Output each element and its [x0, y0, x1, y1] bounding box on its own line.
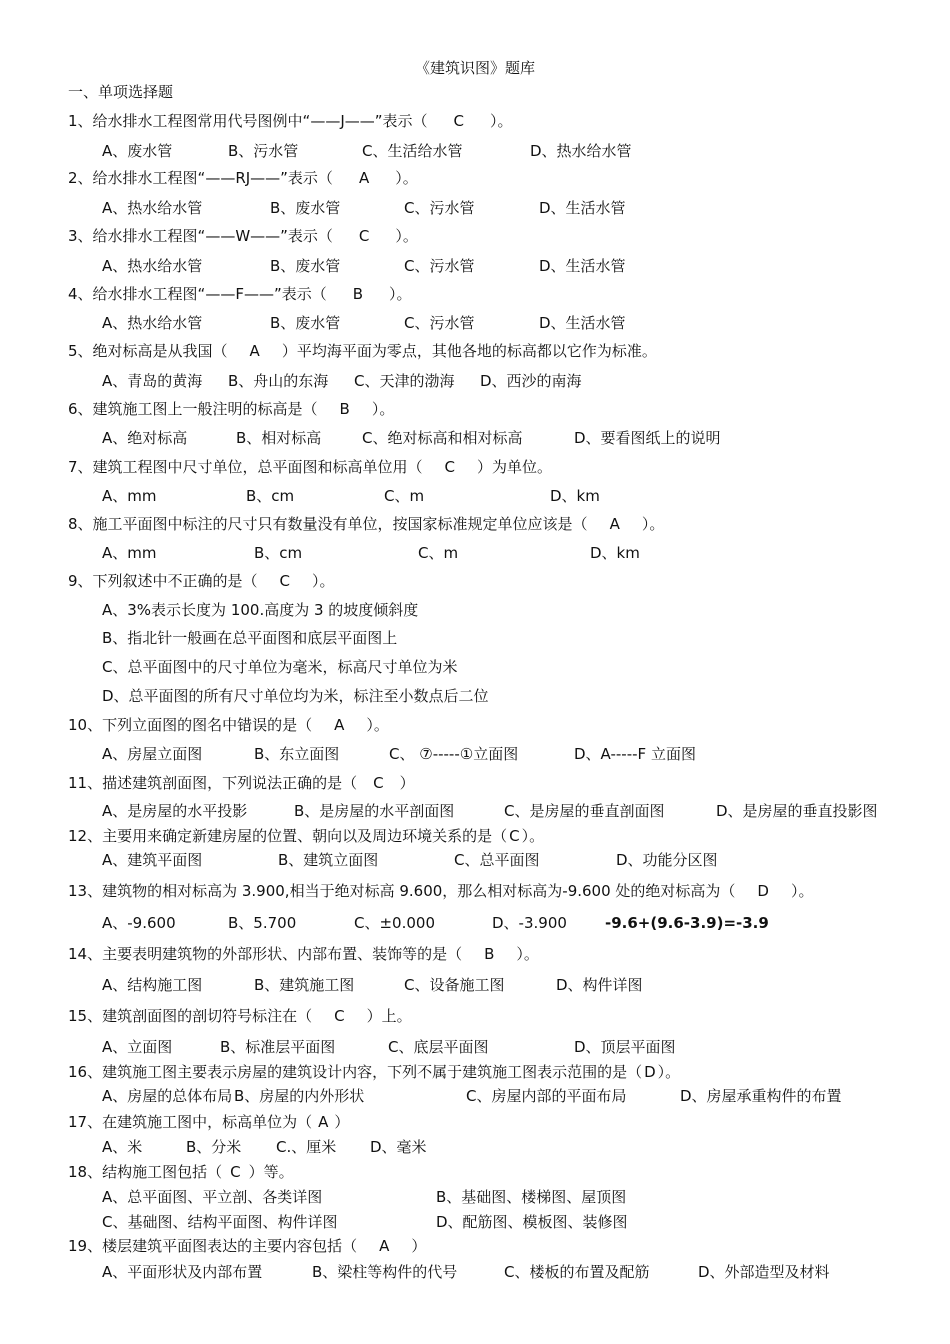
answer-letter: B	[339, 400, 350, 418]
answer-option: A、3%表示长度为 100.高度为 3 的坡度倾斜度	[102, 601, 419, 619]
question-text: 5、绝对标高是从我国（	[68, 342, 228, 360]
answer-option: A、绝对标高	[102, 429, 188, 447]
question-stem	[68, 341, 657, 361]
answer-option: D、房屋承重构件的布置	[680, 1087, 842, 1105]
question-tail: ）	[334, 1113, 350, 1131]
answer-option: D、顶层平面图	[574, 1038, 676, 1056]
question-stem	[68, 514, 664, 534]
answer-letter: C	[334, 1007, 345, 1025]
option-row	[102, 744, 932, 764]
answer-option: B、建筑立面图	[278, 851, 379, 869]
option-row	[102, 486, 932, 506]
option-row	[102, 686, 932, 706]
answer-option: C、底层平面图	[388, 1038, 489, 1056]
answer-note: -9.6+(9.6-3.9)=-3.9	[605, 914, 769, 932]
answer-option: B、5.700	[228, 914, 297, 932]
answer-option: A、建筑平面图	[102, 851, 203, 869]
option-row	[102, 1086, 932, 1106]
question-text: 19、楼层建筑平面图表达的主要内容包括（	[68, 1237, 358, 1255]
option-row	[102, 600, 932, 620]
option-row	[102, 657, 932, 677]
document-title: 《建筑识图》题库	[414, 59, 535, 77]
answer-option: A、废水管	[102, 142, 173, 160]
answer-option: C、污水管	[404, 314, 475, 332]
option-row	[102, 141, 932, 161]
answer-letter: C	[279, 572, 291, 590]
answer-option: B、污水管	[228, 142, 299, 160]
answer-letter: A	[358, 169, 370, 187]
question-tail: ）平均海平面为零点，其他各地的标高都以它作为标准。	[281, 342, 657, 360]
answer-option: B、废水管	[270, 199, 341, 217]
question-tail: ）为单位。	[477, 458, 553, 476]
question-text: 12、主要用来确定新建房屋的位置、朝向以及周边环境关系的是（	[68, 827, 508, 845]
answer-option: A、平面形状及内部布置	[102, 1263, 263, 1281]
answer-option: C、m	[384, 487, 425, 505]
answer-option: C、是房屋的垂直剖面图	[504, 802, 665, 820]
answer-option: D、毫米	[370, 1138, 427, 1156]
question-text: 6、建筑施工图上一般注明的标高是（	[68, 400, 318, 418]
answer-option: B、cm	[246, 487, 295, 505]
question-text: 17、在建筑施工图中，标高单位为（	[68, 1113, 313, 1131]
answer-option: B、废水管	[270, 314, 341, 332]
answer-letter: C	[230, 1163, 241, 1181]
answer-option: C、±0.000	[354, 914, 435, 932]
question-text: 8、施工平面图中标注的尺寸只有数量没有单位，按国家标准规定单位应该是（	[68, 515, 588, 533]
question-text: 1、给水排水工程图常用代号图例中“——J——”表示（	[68, 112, 428, 130]
answer-option: A、青岛的黄海	[102, 372, 203, 390]
option-row	[102, 1262, 932, 1282]
answer-letter: D	[644, 1063, 656, 1081]
answer-option: D、功能分区图	[616, 851, 718, 869]
answer-option: C、房屋内部的平面布局	[466, 1087, 627, 1105]
answer-option: D、配筋图、模板图、装修图	[436, 1213, 628, 1231]
answer-option: D、生活水管	[539, 199, 626, 217]
question-tail: ）。	[389, 285, 412, 303]
question-text: 9、下列叙述中不正确的是（	[68, 572, 258, 590]
question-stem	[68, 226, 418, 246]
answer-option: C、设备施工图	[404, 976, 505, 994]
answer-option: C、总平面图中的尺寸单位为毫米，标高尺寸单位为米	[102, 658, 458, 676]
answer-option: D、热水给水管	[530, 142, 632, 160]
option-row	[102, 913, 932, 933]
option-row	[102, 1037, 932, 1057]
answer-option: D、生活水管	[539, 257, 626, 275]
question-stem	[68, 773, 415, 793]
answer-letter: B	[352, 285, 364, 303]
question-tail: ）。	[312, 572, 335, 590]
question-tail: ）。	[641, 515, 665, 533]
question-tail: ）上。	[366, 1007, 412, 1025]
answer-option: D、km	[590, 544, 640, 562]
question-tail: ）。	[490, 112, 513, 130]
question-stem	[68, 1162, 294, 1182]
question-tail: ）。	[371, 400, 395, 418]
option-row	[102, 428, 932, 448]
answer-option: C、 ⑦-----①立面图	[389, 745, 519, 763]
answer-option: B、梁柱等构件的代号	[312, 1263, 458, 1281]
answer-option: C、楼板的布置及配筋	[504, 1263, 650, 1281]
answer-option: D、外部造型及材料	[698, 1263, 830, 1281]
answer-option: A、米	[102, 1138, 143, 1156]
answer-letter: A	[318, 1113, 329, 1131]
question-text: 7、建筑工程图中尺寸单位，总平面图和标高单位用（	[68, 458, 423, 476]
answer-letter: D	[757, 882, 769, 900]
answer-option: D、西沙的南海	[480, 372, 582, 390]
option-row	[102, 628, 932, 648]
option-row	[102, 371, 932, 391]
question-text: 11、描述建筑剖面图，下列说法正确的是（	[68, 774, 358, 792]
question-text: 2、给水排水工程图“——RJ——”表示（	[68, 169, 333, 187]
answer-letter: C	[373, 774, 384, 792]
option-row	[102, 1187, 932, 1207]
answer-letter: A	[609, 515, 620, 533]
question-tail: ）。	[657, 1063, 681, 1081]
answer-option: C.、厘米	[276, 1138, 337, 1156]
answer-option: C、污水管	[404, 257, 475, 275]
answer-option: D、总平面图的所有尺寸单位均为米，标注至小数点后二位	[102, 687, 489, 705]
answer-option: A、房屋立面图	[102, 745, 203, 763]
answer-option: A、结构施工图	[102, 976, 203, 994]
answer-option: B、房屋的内外形状	[234, 1087, 365, 1105]
option-row	[102, 256, 932, 276]
question-stem	[68, 1112, 349, 1132]
answer-option: C、天津的渤海	[354, 372, 455, 390]
answer-letter: C	[444, 458, 456, 476]
answer-letter: C	[509, 827, 520, 845]
answer-option: A、是房屋的水平投影	[102, 802, 248, 820]
question-stem	[68, 715, 389, 735]
question-stem	[68, 1062, 680, 1082]
answer-option: C、绝对标高和相对标高	[362, 429, 523, 447]
question-text: 13、建筑物的相对标高为 3.900,相当于绝对标高 9.600，那么相对标高为-9.600 处的绝对标高为（	[68, 882, 736, 900]
answer-option: B、相对标高	[236, 429, 322, 447]
answer-letter: A	[379, 1237, 390, 1255]
question-text: 4、给水排水工程图“——F——”表示（	[68, 285, 327, 303]
question-stem	[68, 399, 394, 419]
question-text: 16、建筑施工图主要表示房屋的建筑设计内容，下列不属于建筑施工图表示范围的是（	[68, 1063, 643, 1081]
question-stem	[68, 826, 544, 846]
option-row	[102, 543, 932, 563]
answer-option: A、总平面图、平立剖、各类详图	[102, 1188, 323, 1206]
option-row	[102, 313, 932, 333]
answer-option: B、东立面图	[254, 745, 340, 763]
section-heading: 一、单项选择题	[68, 83, 174, 101]
question-stem	[68, 1006, 412, 1026]
answer-option: B、指北针一般画在总平面图和底层平面图上	[102, 629, 398, 647]
answer-option: D、-3.900	[492, 914, 567, 932]
answer-option: A、mm	[102, 487, 157, 505]
answer-option: A、-9.600	[102, 914, 176, 932]
answer-option: D、A-----F 立面图	[574, 745, 696, 763]
answer-option: A、热水给水管	[102, 199, 203, 217]
answer-option: C、总平面图	[454, 851, 540, 869]
answer-option: B、基础图、楼梯图、屋顶图	[436, 1188, 627, 1206]
answer-option: C、m	[418, 544, 459, 562]
answer-option: B、是房屋的水平剖面图	[294, 802, 455, 820]
answer-option: B、舟山的东海	[228, 372, 329, 390]
option-row	[102, 198, 932, 218]
question-stem	[68, 571, 335, 591]
question-stem	[68, 168, 418, 188]
answer-option: A、热水给水管	[102, 257, 203, 275]
question-tail: ）。	[366, 716, 389, 734]
option-row	[102, 975, 932, 995]
question-text: 15、建筑剖面图的剖切符号标注在（	[68, 1007, 313, 1025]
question-text: 14、主要表明建筑物的外部形状、内部布置、装饰等的是（	[68, 945, 463, 963]
question-stem	[68, 111, 513, 131]
answer-letter: A	[249, 342, 260, 360]
answer-option: D、要看图纸上的说明	[574, 429, 721, 447]
answer-option: D、km	[550, 487, 600, 505]
answer-option: A、mm	[102, 544, 157, 562]
answer-option: A、立面图	[102, 1038, 173, 1056]
answer-option: B、建筑施工图	[254, 976, 355, 994]
option-row	[102, 801, 932, 821]
answer-option: C、污水管	[404, 199, 475, 217]
question-tail: ）。	[395, 169, 418, 187]
answer-option: A、热水给水管	[102, 314, 203, 332]
answer-option: B、废水管	[270, 257, 341, 275]
question-stem	[68, 1236, 426, 1256]
question-tail: ）	[399, 774, 415, 792]
answer-option: B、分米	[186, 1138, 242, 1156]
answer-option: D、生活水管	[539, 314, 626, 332]
question-text: 10、下列立面图的图名中错误的是（	[68, 716, 313, 734]
option-row	[102, 1137, 932, 1157]
question-tail: ）。	[790, 882, 814, 900]
answer-letter: C	[453, 112, 464, 130]
question-stem	[68, 457, 552, 477]
answer-option: D、构件详图	[556, 976, 643, 994]
option-row	[102, 850, 932, 870]
question-tail: ）。	[516, 945, 539, 963]
answer-option: B、标准层平面图	[220, 1038, 336, 1056]
question-text: 18、结构施工图包括（	[68, 1163, 223, 1181]
answer-option: B、cm	[254, 544, 303, 562]
question-tail: ）。	[395, 227, 418, 245]
answer-letter: C	[358, 227, 370, 245]
answer-option: C、基础图、结构平面图、构件详图	[102, 1213, 338, 1231]
question-tail: ）等。	[248, 1163, 294, 1181]
question-text: 3、给水排水工程图“——W——”表示（	[68, 227, 333, 245]
option-row	[102, 1212, 932, 1232]
question-tail: ）。	[521, 827, 545, 845]
answer-option: D、是房屋的垂直投影图	[716, 802, 878, 820]
question-stem	[68, 284, 412, 304]
question-stem	[68, 944, 539, 964]
answer-letter: A	[334, 716, 345, 734]
question-stem	[68, 881, 813, 901]
answer-option: A、房屋的总体布局	[102, 1087, 233, 1105]
answer-letter: B	[484, 945, 495, 963]
answer-option: C、生活给水管	[362, 142, 463, 160]
question-tail: ）	[411, 1237, 427, 1255]
